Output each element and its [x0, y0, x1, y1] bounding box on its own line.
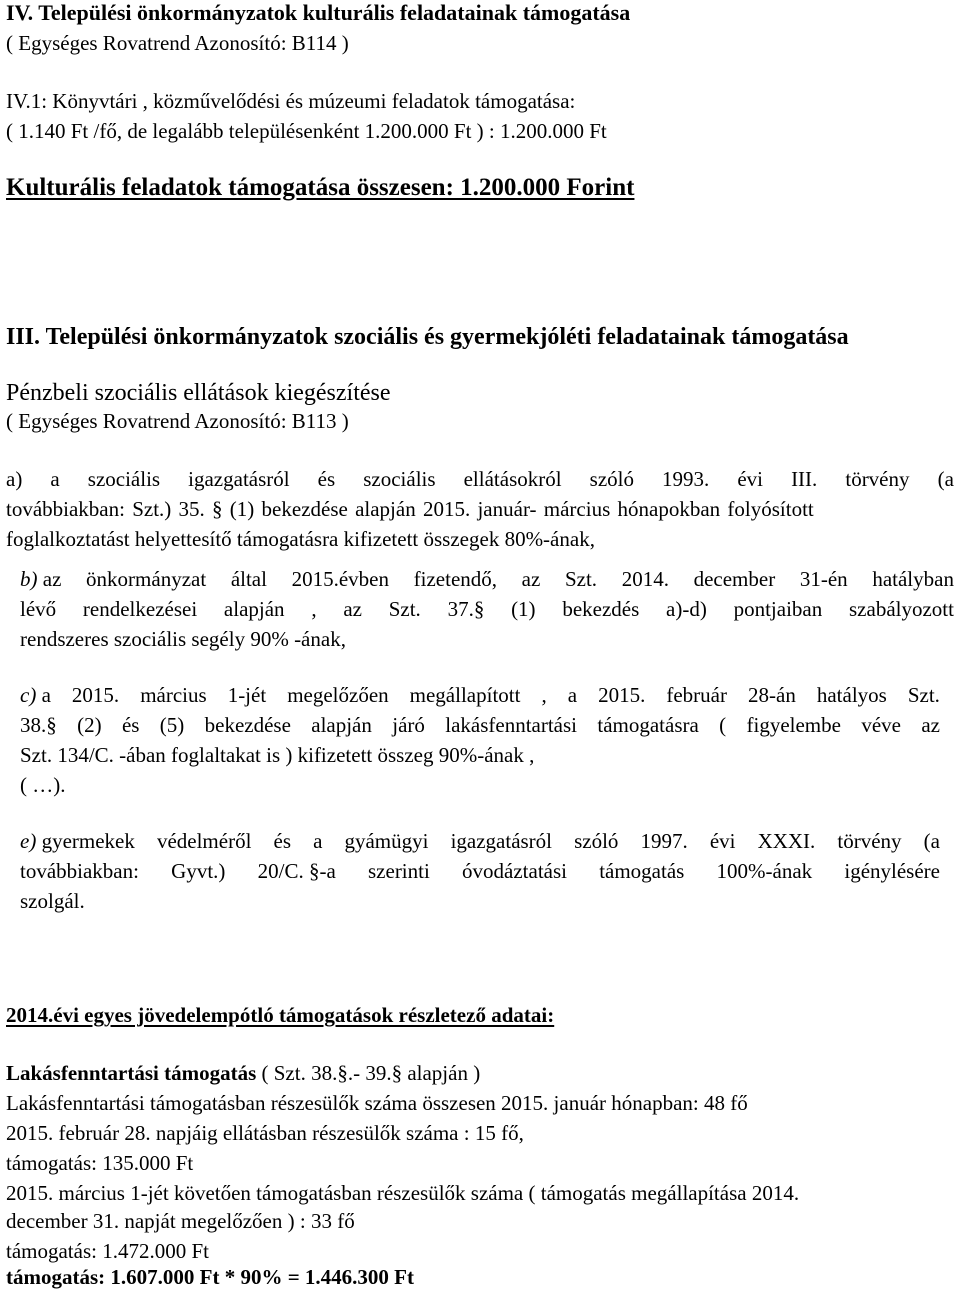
- word: és: [273, 829, 291, 853]
- word: törvény: [837, 829, 902, 853]
- word: pontjaiban: [733, 597, 823, 621]
- item-e-first: [20, 828, 135, 854]
- word: önkormányzat: [86, 567, 207, 591]
- word: (5): [159, 713, 185, 737]
- word: 100%-ának: [716, 859, 813, 883]
- word: 1997.: [640, 829, 688, 853]
- item-c-line-3: Szt. 134/C. -ában foglaltakat is ) kifizetett összeg 90%-ának ,: [20, 743, 535, 767]
- word: 31-én: [799, 567, 848, 591]
- word: a: [313, 829, 323, 853]
- word: lévő: [20, 597, 57, 621]
- item-b-line-3: rendszeres szociális segély 90% -ának,: [20, 627, 346, 651]
- item-b-label: b): [20, 567, 38, 591]
- word: bekezdése: [204, 713, 291, 737]
- word: hónapokban: [617, 497, 721, 521]
- word: igazgatásról: [188, 467, 290, 491]
- word: 37.: [447, 597, 474, 621]
- word: támogatásra: [597, 713, 699, 737]
- word: szociális: [87, 467, 161, 491]
- word: támogatás: [599, 859, 685, 883]
- housing-line-5: december 31. napját megelőzően ) : 33 fő: [6, 1209, 355, 1233]
- word: szóló: [574, 829, 619, 853]
- item-a-line-1: [6, 466, 954, 492]
- item-e-label: e): [20, 829, 37, 853]
- word: gyámügyi: [344, 829, 429, 853]
- word: törvény: [845, 467, 910, 491]
- word: december: [693, 567, 776, 591]
- word: évi: [709, 829, 736, 853]
- housing-line-4: 2015. március 1-jét követően támogatásban részesülők száma ( támogatás megállapítása 2014.: [6, 1181, 800, 1205]
- word: megállapított: [409, 683, 521, 707]
- word: fizetendő,: [413, 567, 498, 591]
- section-sign-icon: §: [46, 713, 57, 737]
- word: ellátásokról: [463, 467, 562, 491]
- section-iii-subheading: Pénzbeli szociális ellátások kiegészítése: [6, 380, 391, 406]
- housing-line-6: támogatás: 1.472.000 Ft: [6, 1239, 209, 1263]
- item-b-line-1: [20, 566, 954, 592]
- word: (1): [511, 597, 536, 621]
- word: és: [121, 713, 140, 737]
- word: -a: [319, 859, 336, 883]
- housing-line-3: támogatás: 135.000 Ft: [6, 1151, 194, 1175]
- word: továbbiakban:: [6, 497, 125, 521]
- word: XXXI.: [757, 829, 816, 853]
- item-e-line-3: szolgál.: [20, 889, 85, 913]
- item-e-ref: [258, 858, 336, 884]
- section-sign-icon: §: [212, 497, 223, 521]
- word: a)-d): [666, 597, 707, 621]
- word: lakásfenntartási: [445, 713, 578, 737]
- item-c-line-1: [20, 682, 940, 708]
- word: igénylésére: [844, 859, 940, 883]
- housing-line-2: 2015. február 28. napjáig ellátásban részesülők száma : 15 fő,: [6, 1121, 524, 1145]
- section-iv-1-amount: ( 1.140 Ft /fő, de legalább településenként 1.200.000 Ft ) : 1.200.000 Ft: [6, 119, 607, 143]
- word: véve: [861, 713, 901, 737]
- word: az: [521, 567, 541, 591]
- word: óvodáztatási: [462, 859, 567, 883]
- word: a: [41, 683, 51, 707]
- word: március: [543, 497, 611, 521]
- word: évi: [737, 467, 763, 491]
- word: alapján: [223, 597, 285, 621]
- word: az: [343, 597, 362, 621]
- word: (a: [923, 829, 940, 853]
- word: Gyvt.): [171, 859, 226, 883]
- item-b-ref: [448, 596, 485, 622]
- item-e-line-1: [20, 828, 940, 854]
- word: Szt.: [388, 597, 421, 621]
- section-iii-code: ( Egységes Rovatrend Azonosító: B113 ): [6, 409, 349, 433]
- word: szabályozott: [849, 597, 954, 621]
- word: folyósított: [727, 497, 814, 521]
- section-iii-heading: III. Települési önkormányzatok szociális és gyermekjóléti feladatainak támogatása: [6, 324, 849, 350]
- word: rendelkezései: [82, 597, 198, 621]
- word: védelméről: [156, 829, 252, 853]
- item-b-line-2: [20, 596, 954, 622]
- word: szociális: [363, 467, 436, 491]
- item-c-line-2: [20, 712, 940, 738]
- word: gyermekek: [41, 829, 135, 853]
- section-iv-code: ( Egységes Rovatrend Azonosító: B114 ): [6, 31, 349, 55]
- item-a-label: a): [6, 467, 23, 491]
- word: 2014.: [621, 567, 669, 591]
- word: továbbiakban:: [20, 859, 139, 883]
- word: (1): [229, 497, 255, 521]
- word: 2015.: [422, 497, 471, 521]
- word: járó: [392, 713, 425, 737]
- word: által: [230, 567, 267, 591]
- word: bekezdése: [261, 497, 348, 521]
- word: (a: [937, 467, 954, 491]
- word: ,: [541, 683, 547, 707]
- section-iv-total: Kulturális feladatok támogatása összesen: 1.200.000 Forint: [6, 174, 635, 201]
- word: szerinti: [368, 859, 430, 883]
- word: az: [921, 713, 940, 737]
- word: (2): [77, 713, 102, 737]
- word: Szt.: [564, 567, 598, 591]
- item-c-first: [20, 682, 51, 708]
- details-heading: 2014.évi egyes jövedelempótló támogatások részletező adatai:: [6, 1003, 555, 1027]
- word: a: [50, 467, 60, 491]
- word: megelőzően: [287, 683, 389, 707]
- word: igazgatásról: [450, 829, 553, 853]
- word: alapján: [355, 497, 416, 521]
- word: 1993.: [662, 467, 710, 491]
- word: (: [719, 713, 727, 737]
- item-b-first: [20, 566, 61, 592]
- word: 2015.: [71, 683, 120, 707]
- word: az: [42, 567, 62, 591]
- word: III.: [791, 467, 818, 491]
- word: 20/C.: [257, 859, 304, 883]
- housing-title: Lakásfenntartási támogatás: [6, 1061, 257, 1085]
- word: alapján: [311, 713, 372, 737]
- housing-line-1: Lakásfenntartási támogatásban részesülők száma összesen 2015. január hónapban: 48 fő: [6, 1091, 748, 1115]
- word: 2015.évben: [291, 567, 390, 591]
- word: 28-án: [748, 683, 796, 707]
- section-sign-icon: §: [473, 597, 485, 621]
- housing-title-line: [6, 1060, 480, 1086]
- item-e-line-2: [20, 858, 940, 884]
- word: figyelembe: [746, 713, 841, 737]
- section-sign-icon: §: [308, 859, 320, 883]
- section-iv-1-title: IV.1: Könyvtári , közművelődési és múzeumi feladatok támogatása:: [6, 89, 576, 113]
- word: 38.: [20, 713, 47, 737]
- housing-total: támogatás: 1.607.000 Ft * 90% = 1.446.300 Ft: [6, 1265, 415, 1289]
- item-c-line-4: ( …).: [20, 773, 66, 797]
- housing-ref: ( Szt. 38.§.- 39.§ alapján ): [256, 1061, 481, 1085]
- word: Szt.: [907, 683, 940, 707]
- word: február: [666, 683, 727, 707]
- item-c-ref: [20, 712, 57, 738]
- word: a: [567, 683, 578, 707]
- word: 2015.: [598, 683, 646, 707]
- word: Szt.): [132, 497, 172, 521]
- word: szóló: [589, 467, 634, 491]
- item-a-line-3: foglalkoztatást helyettesítő támogatásra kifizetett összegek 80%-ának,: [6, 527, 595, 551]
- word: március: [140, 683, 207, 707]
- word: 35.: [178, 497, 205, 521]
- word: ,: [311, 597, 317, 621]
- word: január-: [477, 497, 537, 521]
- item-a-line-2: [6, 496, 814, 522]
- section-iv-heading: IV. Települési önkormányzatok kulturális feladatainak támogatása: [6, 0, 631, 25]
- word: hatályban: [872, 567, 954, 591]
- word: és: [317, 467, 336, 491]
- item-c-label: c): [20, 683, 37, 707]
- word: 1-jét: [227, 683, 267, 707]
- word: bekezdés: [562, 597, 640, 621]
- word: hatályos: [816, 683, 887, 707]
